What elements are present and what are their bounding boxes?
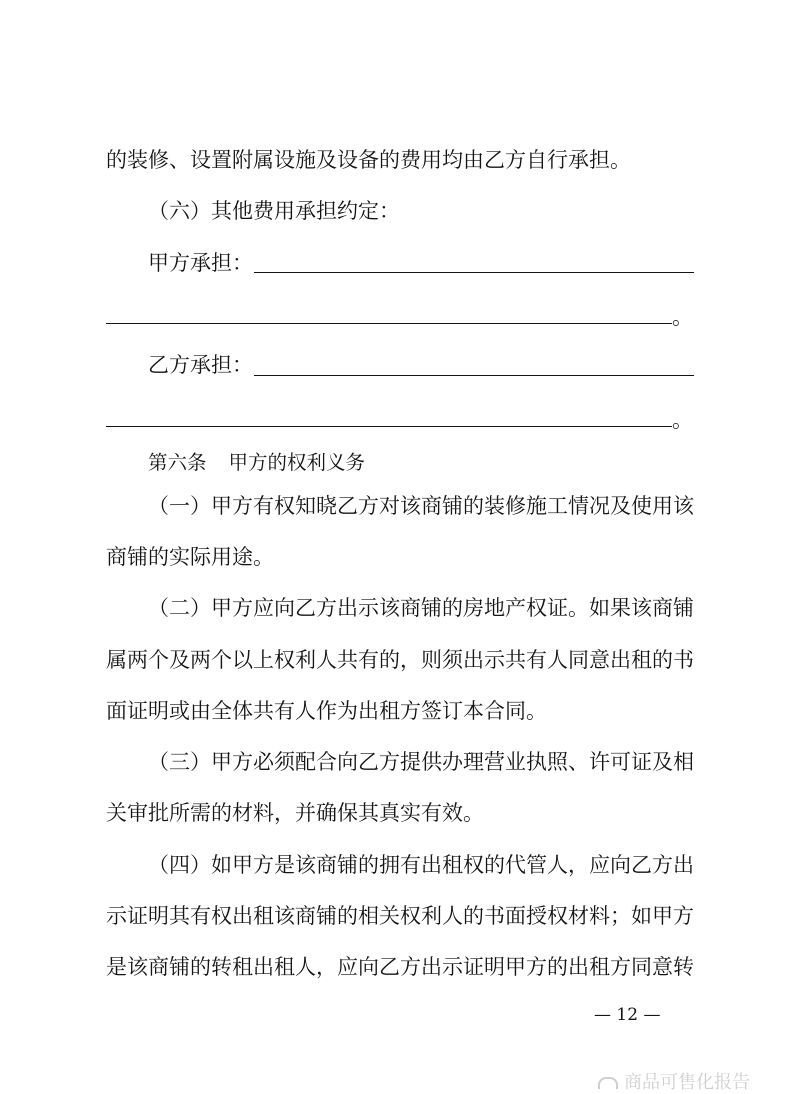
article-number: 第六条 (148, 451, 207, 474)
watermark-text: 商品可售化报告 (624, 1072, 750, 1093)
clause-four-line-3: 是该商铺的转租出租人，应向乙方出示证明甲方的出租方同意转 (106, 955, 694, 979)
party-b-cost-blank-line-1 (254, 375, 694, 376)
party-a-cost-blank-line-2 (106, 323, 672, 324)
watermark (598, 1072, 750, 1094)
party-b-cost-period: 。 (672, 408, 693, 432)
clause-two-line-1: （二）甲方应向乙方出示该商铺的房地产权证。如果该商铺 (148, 596, 694, 620)
party-b-cost-blank-line-2 (106, 426, 672, 427)
clause-one-line-1: （一）甲方有权知晓乙方对该商铺的装修施工情况及使用该 (148, 494, 694, 518)
party-a-cost-period: 。 (672, 305, 693, 329)
clause-three-line-2: 关审批所需的材料，并确保其真实有效。 (106, 801, 484, 825)
clause-four-line-1: （四）如甲方是该商铺的拥有出租权的代管人，应向乙方出 (148, 853, 694, 877)
clause-two-line-3: 面证明或由全体共有人作为出租方签订本合同。 (106, 699, 547, 723)
watermark-logo-icon (598, 1077, 618, 1089)
article-title: 甲方的权利义务 (228, 451, 366, 474)
clause-one-line-2: 商铺的实际用途。 (106, 545, 274, 569)
clause-six-heading: （六）其他费用承担约定： (148, 199, 400, 223)
clause-three-line-1: （三）甲方必须配合向乙方提供办理营业执照、许可证及相 (148, 750, 694, 774)
clause-four-line-2: 示证明其有权出租该商铺的相关权利人的书面授权材料；如甲方 (106, 904, 694, 928)
page-number: — 12 — (594, 1005, 661, 1025)
clause-two-line-2: 属两个及两个以上权利人共有的，则须出示共有人同意出租的书 (106, 648, 694, 672)
party-b-cost-label: 乙方承担： (148, 353, 253, 377)
text-line-1: 的装修、设置附属设施及设备的费用均由乙方自行承担。 (106, 148, 631, 172)
party-a-cost-label: 甲方承担： (148, 251, 253, 275)
article-six-heading (148, 449, 365, 477)
party-a-cost-blank-line-1 (254, 272, 694, 273)
